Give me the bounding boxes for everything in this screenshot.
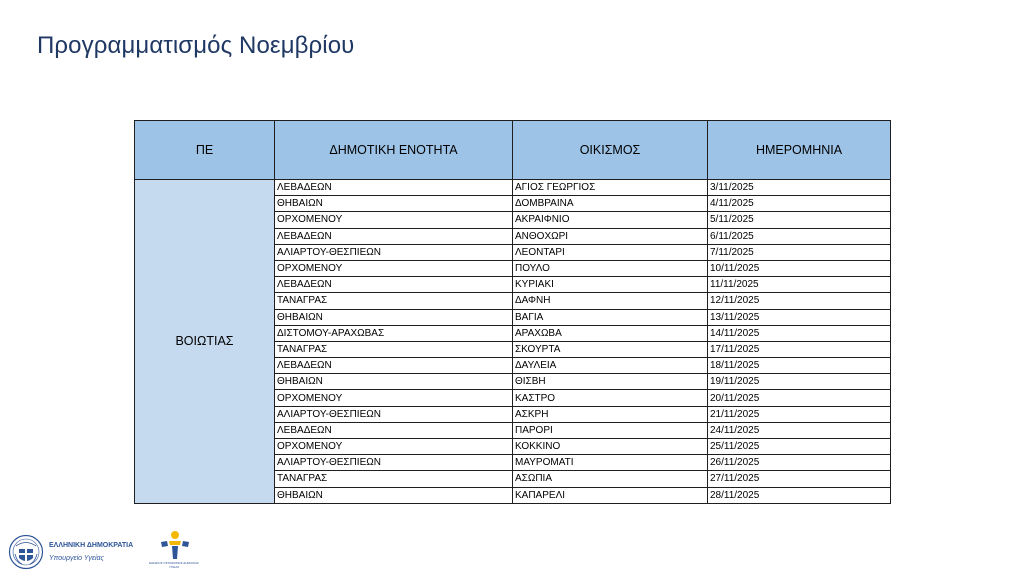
settlement-cell: ΔΟΜΒΡΑΙΝΑ — [513, 196, 708, 212]
date-cell: 14/11/2025 — [708, 325, 891, 341]
municipal-unit-cell: ΤΑΝΑΓΡΑΣ — [275, 471, 513, 487]
municipal-unit-cell: ΟΡΧΟΜΕΝΟΥ — [275, 439, 513, 455]
settlement-cell: ΚΑΣΤΡΟ — [513, 390, 708, 406]
settlement-cell: ΛΕΟΝΤΑΡΙ — [513, 244, 708, 260]
municipal-unit-cell: ΘΗΒΑΙΩΝ — [275, 374, 513, 390]
municipal-unit-cell: ΤΑΝΑΓΡΑΣ — [275, 341, 513, 357]
ministry-name: Υπουργείο Υγείας — [49, 555, 104, 562]
date-cell: 21/11/2025 — [708, 406, 891, 422]
date-cell: 10/11/2025 — [708, 260, 891, 276]
date-cell: 7/11/2025 — [708, 244, 891, 260]
date-cell: 28/11/2025 — [708, 487, 891, 503]
date-cell: 19/11/2025 — [708, 374, 891, 390]
column-header-municipal-unit: ΔΗΜΟΤΙΚΗ ΕΝΟΤΗΤΑ — [275, 121, 513, 180]
settlement-cell: ΑΓΙΟΣ ΓΕΩΡΓΙΟΣ — [513, 180, 708, 196]
municipal-unit-cell: ΛΕΒΑΔΕΩΝ — [275, 180, 513, 196]
date-cell: 4/11/2025 — [708, 196, 891, 212]
municipal-unit-cell: ΟΡΧΟΜΕΝΟΥ — [275, 260, 513, 276]
municipal-unit-cell: ΛΕΒΑΔΕΩΝ — [275, 228, 513, 244]
settlement-cell: ΒΑΓΙΑ — [513, 309, 708, 325]
settlement-cell: ΑΣΩΠΙΑ — [513, 471, 708, 487]
date-cell: 17/11/2025 — [708, 341, 891, 357]
municipal-unit-cell: ΘΗΒΑΙΩΝ — [275, 487, 513, 503]
date-cell: 13/11/2025 — [708, 309, 891, 325]
municipal-unit-cell: ΛΕΒΑΔΕΩΝ — [275, 277, 513, 293]
settlement-cell: ΚΑΠΑΡΕΛΙ — [513, 487, 708, 503]
municipal-unit-cell: ΟΡΧΟΜΕΝΟΥ — [275, 390, 513, 406]
date-cell: 20/11/2025 — [708, 390, 891, 406]
date-cell: 5/11/2025 — [708, 212, 891, 228]
settlement-cell: ΠΟΥΛΟ — [513, 260, 708, 276]
date-cell: 11/11/2025 — [708, 277, 891, 293]
municipal-unit-cell: ΤΑΝΑΓΡΑΣ — [275, 293, 513, 309]
municipal-unit-cell: ΑΛΙΑΡΤΟΥ-ΘΕΣΠΙΕΩΝ — [275, 406, 513, 422]
eody-cross-logo-icon — [154, 530, 194, 560]
municipal-unit-cell: ΔΙΣΤΟΜΟΥ-ΑΡΑΧΩΒΑΣ — [275, 325, 513, 341]
schedule-table — [134, 120, 891, 504]
column-header-settlement: ΟΙΚΙΣΜΟΣ — [513, 121, 708, 180]
municipal-unit-cell: ΑΛΙΑΡΤΟΥ-ΘΕΣΠΙΕΩΝ — [275, 244, 513, 260]
settlement-cell: ΑΡΑΧΩΒΑ — [513, 325, 708, 341]
date-cell: 26/11/2025 — [708, 455, 891, 471]
settlement-cell: ΑΣΚΡΗ — [513, 406, 708, 422]
settlement-cell: ΑΝΘΟΧΩΡΙ — [513, 228, 708, 244]
municipal-unit-cell: ΛΕΒΑΔΕΩΝ — [275, 422, 513, 438]
date-cell: 18/11/2025 — [708, 358, 891, 374]
municipal-unit-cell: ΘΗΒΑΙΩΝ — [275, 196, 513, 212]
date-cell: 25/11/2025 — [708, 439, 891, 455]
municipal-unit-cell: ΑΛΙΑΡΤΟΥ-ΘΕΣΠΙΕΩΝ — [275, 455, 513, 471]
table-row — [135, 180, 891, 196]
settlement-cell: ΠΑΡΟΡΙ — [513, 422, 708, 438]
column-header-pe: ΠΕ — [135, 121, 275, 180]
municipal-unit-cell: ΛΕΒΑΔΕΩΝ — [275, 358, 513, 374]
pe-cell: ΒΟΙΩΤΙΑΣ — [135, 180, 275, 504]
settlement-cell: ΚΥΡΙΑΚΙ — [513, 277, 708, 293]
date-cell: 6/11/2025 — [708, 228, 891, 244]
column-header-date: ΗΜΕΡΟΜΗΝΙΑ — [708, 121, 891, 180]
table-header-row — [135, 121, 891, 180]
municipal-unit-cell: ΘΗΒΑΙΩΝ — [275, 309, 513, 325]
eody-caption: ΕΘΝΙΚΟΣ ΟΡΓΑΝΙΣΜΟΣ ΔΗΜΟΣΙΑΣ ΥΓΕΙΑΣ — [149, 561, 199, 569]
settlement-cell: ΘΙΣΒΗ — [513, 374, 708, 390]
municipal-unit-cell: ΟΡΧΟΜΕΝΟΥ — [275, 212, 513, 228]
page-title: Προγραμματισμός Νοεμβρίου — [37, 32, 355, 59]
settlement-cell: ΑΚΡΑΙΦΝΙΟ — [513, 212, 708, 228]
date-cell: 24/11/2025 — [708, 422, 891, 438]
hellenic-republic-emblem-icon — [8, 534, 44, 570]
settlement-cell: ΔΑΦΝΗ — [513, 293, 708, 309]
settlement-cell: ΚΟΚΚΙΝΟ — [513, 439, 708, 455]
settlement-cell: ΜΑΥΡΟΜΑΤΙ — [513, 455, 708, 471]
settlement-cell: ΣΚΟΥΡΤΑ — [513, 341, 708, 357]
government-name: ΕΛΛΗΝΙΚΗ ΔΗΜΟΚΡΑΤΙΑ — [49, 542, 134, 549]
date-cell: 12/11/2025 — [708, 293, 891, 309]
settlement-cell: ΔΑΥΛΕΙΑ — [513, 358, 708, 374]
date-cell: 3/11/2025 — [708, 180, 891, 196]
date-cell: 27/11/2025 — [708, 471, 891, 487]
